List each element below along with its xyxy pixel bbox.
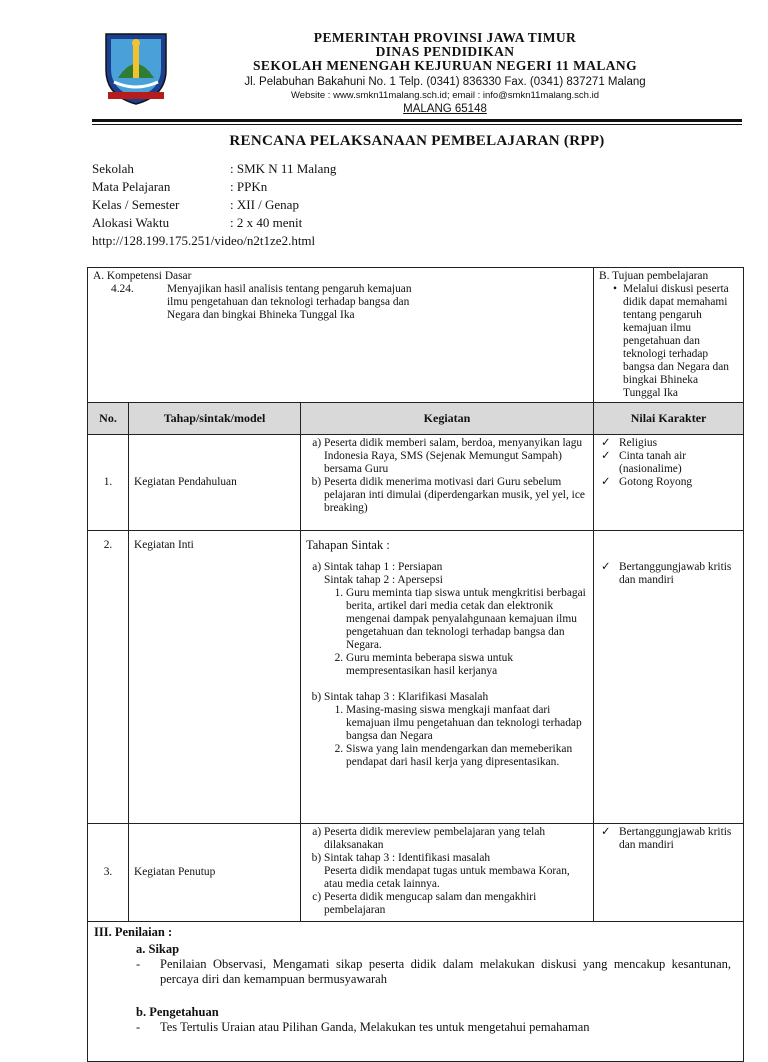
objectives-row (88, 268, 744, 403)
penilaian-heading: III. Penilaian : (94, 925, 173, 939)
pengetahuan-title: b. Pengetahuan (136, 1005, 219, 1019)
header-line-3: SEKOLAH MENENGAH KEJURUAN NEGERI 11 MALANG (253, 58, 637, 73)
list-item (599, 437, 738, 450)
check-icon: ✓ (601, 437, 611, 449)
row-nilai (594, 531, 744, 824)
nilai-text: Cinta tanah air (nasionalime) (619, 450, 687, 475)
info-value: : XII / Genap (230, 197, 299, 212)
nilai-text: Bertanggungjawab kritis dan mandiri (619, 826, 732, 851)
col-header-kegiatan: Kegiatan (301, 403, 594, 435)
list-item (324, 691, 588, 769)
check-icon: ✓ (601, 561, 611, 573)
row-no: 2. (88, 531, 129, 824)
row-kegiatan (301, 435, 594, 531)
table-row (88, 531, 744, 824)
list-item: a. Peserta didik memberi salam, berdoa, menyanyikan lagu Indonesia Raya, SMS (Sejenak Memungut Sampah) bersama Guru (324, 437, 588, 476)
list-item: 2. Siswa yang lain mendengarkan dan memeberikan pendapat dari hasil kerja yang dipresentasikan. (346, 743, 588, 769)
nilai-list (599, 437, 738, 489)
sintak-intro: Tahapan Sintak : (306, 538, 390, 552)
sintak-list (306, 561, 588, 769)
tujuan-item (599, 283, 738, 400)
penilaian-cell (88, 922, 744, 1062)
info-row (92, 160, 336, 177)
dash: - (136, 1020, 141, 1034)
row-tahap: Kegiatan Inti (129, 531, 301, 824)
col-header-no: No. (88, 403, 129, 435)
header-rule-thin (92, 124, 742, 125)
tujuan-text: Melalui diskusi peserta didik dapat memahami tentang pengaruh kemajuan ilmu pengetahuan dan teknologi terhadap bangsa dan Negara dan bingkai Bhineka Tunggal Ika (623, 283, 729, 399)
info-label: Sekolah (92, 161, 134, 176)
table-header-row (88, 403, 744, 435)
kompetensi-text: Menyajikan hasil analisis tentang pengaruh kemajuan ilmu pengetahuan dan teknologi terhadap bangsa dan Negara dan bingkai Bhineka Tunggal Ika (167, 283, 412, 321)
nilai-text: Religius (619, 437, 658, 449)
tujuan-cell (594, 268, 744, 403)
kompetensi-number: 4.24. (111, 283, 134, 295)
page-title: RENCANA PELAKSANAAN PEMBELAJARAN (RPP) (229, 133, 605, 149)
kegiatan-list (306, 437, 588, 515)
col-header-nilai: Nilai Karakter (594, 403, 744, 435)
row-no: 1. (88, 435, 129, 531)
list-item: 1. Guru meminta tiap siswa untuk mengkritisi berbagai berita, artikel dari media cetak dan elektronik mengenai dampak penyalahgunaan kemajuan ilmu pengetahuan dan teknologi terhadap bangsa dan Negara. (346, 587, 588, 652)
check-icon: ✓ (601, 476, 611, 488)
pengetahuan-item (108, 1020, 731, 1035)
header-line-2: DINAS PENDIDIKAN (375, 44, 515, 59)
kompetensi-cell (88, 268, 594, 403)
penutup-line: b. Sintak tahap 3 : Identifikasi masalah (324, 852, 491, 864)
nilai-text: Bertanggungjawab kritis dan mandiri (619, 561, 732, 586)
row-no: 3. (88, 824, 129, 922)
sikap-title: a. Sikap (136, 942, 180, 956)
list-item (599, 561, 738, 587)
col-header-tahap: Tahap/sintak/model (129, 403, 301, 435)
info-row (92, 196, 299, 213)
list-item (599, 476, 738, 489)
row-kegiatan (301, 824, 594, 922)
list-item (324, 852, 588, 891)
penutup-line: Peserta didik mendapat tugas untuk membawa Koran, atau media cetak lainnya. (324, 865, 570, 890)
header-rule-thick (92, 119, 742, 122)
info-row (92, 178, 267, 195)
tujuan-bullet: • (613, 283, 618, 295)
header-city-wrap (180, 102, 710, 116)
info-value: : SMK N 11 Malang (230, 161, 337, 176)
row-nilai (594, 824, 744, 922)
list-item (324, 561, 588, 678)
sintak-sublist (324, 704, 588, 769)
sikap-text: Penilaian Observasi, Mengamati sikap peserta didik dalam melakukan diskusi yang mencakup kesantunan, percaya diri dan kemampuan bermusyawarah (160, 957, 732, 986)
sintak-line: b. Sintak tahap 3 : Klarifikasi Masalah (324, 691, 489, 703)
header-city: MALANG 65148 (403, 103, 487, 115)
video-link[interactable]: http://128.199.175.251/video/n2t1ze2.html (92, 233, 316, 248)
sintak-line: a. Sintak tahap 1 : Persiapan (324, 561, 443, 573)
list-item: c. Peserta didik mengucap salam dan mengakhiri pembelajaran (324, 891, 588, 917)
header-address: Jl. Pelabuhan Bakahuni No. 1 Telp. (0341) 836330 Fax. (0341) 837271 Malang (244, 76, 646, 88)
nilai-text: Gotong Royong (619, 476, 693, 488)
row-nilai (594, 435, 744, 531)
row-tahap: Kegiatan Penutup (129, 824, 301, 922)
east-java-emblem-icon (100, 30, 172, 106)
row-kegiatan (301, 531, 594, 824)
header-website: Website : www.smkn11malang.sch.id; email : info@smkn11malang.sch.id (291, 90, 599, 101)
list-item: b. Peserta didik menerima motivasi dari Guru sebelum pelajaran inti dimulai (diperdengarkan musik, yel yel, ice breaking) (324, 476, 588, 515)
check-icon: ✓ (601, 826, 611, 838)
list-item: a. Peserta didik mereview pembelajaran yang telah dilaksanakan (324, 826, 588, 852)
table-row (88, 824, 744, 922)
sintak-line: Sintak tahap 2 : Apersepsi (324, 574, 443, 586)
list-item (599, 450, 738, 476)
sintak-sublist (324, 587, 588, 678)
info-label: Mata Pelajaran (92, 179, 171, 194)
rpp-table (87, 267, 744, 1062)
list-item: 2. Guru meminta beberapa siswa untuk mempresentasikan hasil kerjanya (346, 652, 588, 678)
nilai-list (599, 561, 738, 587)
info-label: Kelas / Semester (92, 197, 180, 212)
tujuan-heading: B. Tujuan pembelajaran (599, 270, 709, 282)
pengetahuan-text: Tes Tertulis Uraian atau Pilihan Ganda, Melakukan tes untuk mengetahui pemahaman (160, 1020, 590, 1034)
info-row (92, 214, 302, 231)
info-value: : 2 x 40 menit (230, 215, 303, 230)
nilai-list (599, 826, 738, 852)
info-label: Alokasi Waktu (92, 215, 170, 230)
kompetensi-item (93, 283, 588, 322)
list-item: 1. Masing-masing siswa mengkaji manfaat dari kemajuan ilmu pengetahuan dan teknologi terhadap bangsa dan Negara (346, 704, 588, 743)
kompetensi-heading: A. Kompetensi Dasar (93, 270, 192, 282)
penilaian-row (88, 922, 744, 1062)
header-line-1: PEMERINTAH PROVINSI JAWA TIMUR (313, 30, 577, 45)
check-icon: ✓ (601, 450, 611, 462)
list-item (599, 826, 738, 852)
dash: - (136, 957, 141, 971)
info-value: : PPKn (230, 179, 268, 194)
row-tahap: Kegiatan Pendahuluan (129, 435, 301, 531)
table-row (88, 435, 744, 531)
penutup-list (306, 826, 588, 917)
sikap-item (108, 957, 731, 987)
